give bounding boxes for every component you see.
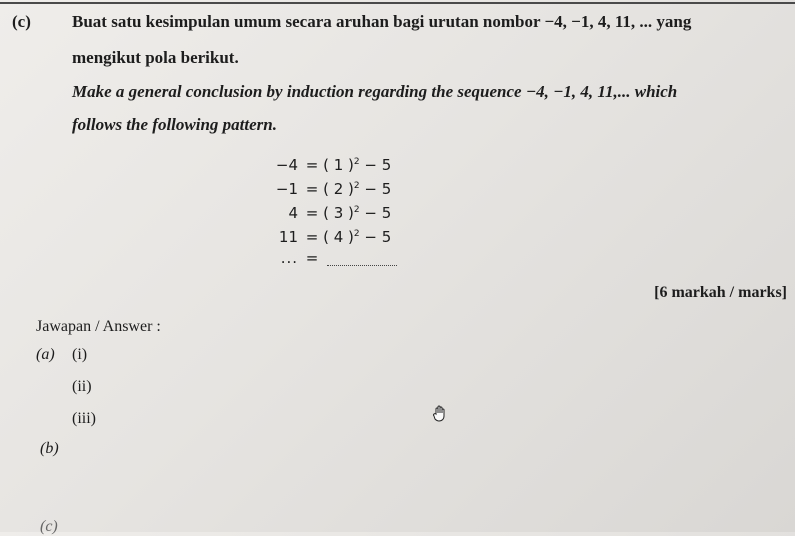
sub-part-i-label: (i) — [72, 346, 88, 363]
top-rule — [0, 2, 795, 4]
equation-rhs: = ( 3 )$^2$ − 5 — [305, 204, 392, 222]
equation-pattern — [268, 150, 397, 270]
equation-rhs: = ( 4 )$^2$ − 5 — [305, 228, 392, 246]
answer-heading: Jawapan / Answer : — [36, 318, 161, 335]
equation-lhs: −4 — [275, 156, 298, 174]
equation-lhs: 11 — [278, 228, 298, 246]
equation-row — [268, 174, 397, 198]
equation-row-blank — [268, 246, 397, 270]
question-english-line-2: follows the following pattern. — [72, 115, 277, 134]
marks-label: [6 markah / marks] — [654, 284, 787, 301]
equation-equals: = — [305, 249, 319, 267]
part-a-label: (a) — [36, 346, 55, 363]
equation-row — [268, 222, 397, 246]
equation-row — [268, 198, 397, 222]
part-c-label: (c) — [40, 518, 58, 535]
question-english-line-1: Make a general conclusion by induction regarding the sequence −4, −1, 4, 11,... which — [72, 82, 678, 101]
sub-part-ii-label: (ii) — [72, 378, 92, 395]
hand-pointer-icon — [432, 405, 448, 423]
equation-row — [268, 150, 397, 174]
equation-lhs: −1 — [275, 180, 298, 198]
equation-rhs: = ( 2 )$^2$ − 5 — [305, 180, 392, 198]
equation-lhs: 4 — [288, 204, 298, 222]
question-malay-line-2: mengikut pola berikut. — [72, 48, 239, 67]
answer-blank-line — [327, 251, 397, 266]
question-malay-line-1: Buat satu kesimpulan umum secara aruhan bagi urutan nombor −4, −1, 4, 11, ... yang — [72, 12, 692, 31]
equation-rhs: = ( 1 )$^2$ − 5 — [305, 156, 392, 174]
question-label: (c) — [12, 12, 31, 31]
sub-part-iii-label: (iii) — [72, 410, 96, 427]
part-b-label: (b) — [40, 440, 59, 457]
equation-lhs-blank: ... — [280, 249, 298, 267]
